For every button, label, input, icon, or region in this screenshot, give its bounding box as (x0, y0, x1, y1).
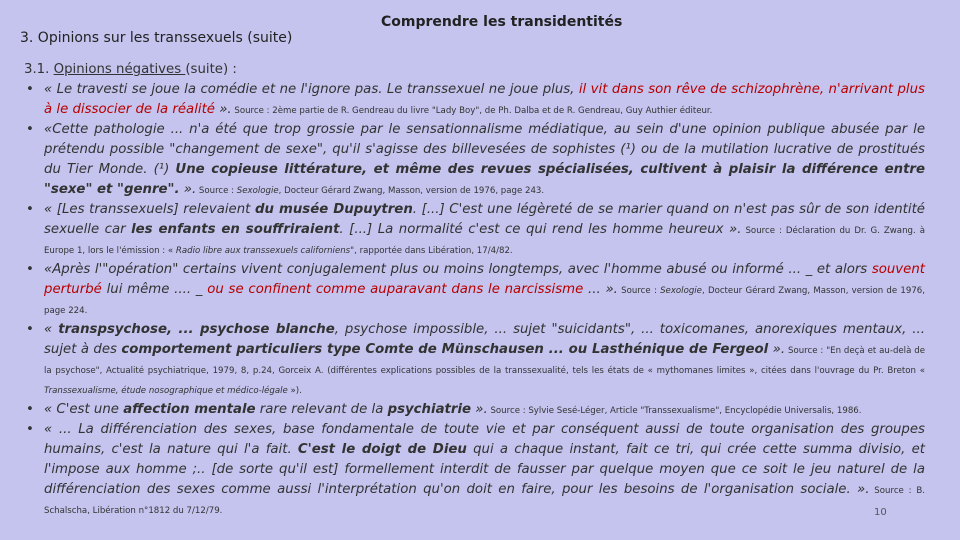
bullet-dot: • (26, 262, 34, 277)
source-text: , Docteur Gérard Zwang, Masson, version de 1976, page 243. (278, 186, 545, 196)
bullet-dot: • (26, 422, 34, 437)
quote-text: ». (471, 402, 488, 417)
quote-bold: les enfants en souffriraient (131, 222, 340, 237)
source-text: , Docteur Gérard Zwang, Masson, version de 1976, page 224. (44, 286, 925, 316)
quote-text: lui même .... _ (101, 282, 208, 297)
source-text: ", rapportée dans Libération, 17/4/82. (350, 246, 513, 256)
source-text: Source : Déclaration du Dr. G. Zwang. à Europe 1, lors le l'émission : « (44, 226, 925, 256)
list-item (24, 420, 925, 520)
quote-text: ». (214, 102, 232, 117)
source-text: »). (287, 386, 302, 396)
quote-text: ». (179, 182, 197, 197)
quote-bold: psychiatrie (387, 402, 472, 417)
list-item (24, 200, 925, 260)
list-item (24, 400, 925, 420)
quote-text: «Après l'"opération" certains vivent conjugalement plus ou moins longtemps, avec l'homme abusé ou informé ... _ et alors (44, 262, 872, 277)
bullet-dot: • (26, 82, 34, 97)
quote-text: . [...] La normalité c'est ce qui rend les homme heureux ». (339, 222, 742, 237)
source-title: Radio libre aux transsexuels californiens (175, 246, 351, 256)
subsection-label: Opinions négatives (53, 62, 186, 77)
bullet-dot: • (26, 322, 34, 337)
subsection-number: 3.1. (24, 62, 50, 77)
bullet-dot: • (26, 122, 34, 137)
quote-bold: affection mentale (123, 402, 256, 417)
quote-text: « C'est une (44, 402, 124, 417)
quotes-list (24, 80, 925, 520)
subsection-title (24, 60, 925, 80)
quote-bold: C'est le doigt de Dieu (297, 442, 467, 457)
quote-text: ». (768, 342, 786, 357)
source-text: Source : (196, 186, 237, 196)
list-item (24, 320, 925, 400)
quote-source: Source : 2ème partie de R. Gendreau du livre "Lady Boy", de Ph. Dalba et de R. Gendreau, Guy Authier éditeur. (231, 106, 713, 116)
quote-bold: Une copieuse littérature, et même des revues spécialisées, cultivent à plaisir la différence entre "sexe" et "genre". (44, 162, 925, 197)
quote-text: , psychose impossible, ... sujet "suicidants", ... toxicomanes, anorexiques mentaux, ... sujet à des (44, 322, 925, 357)
quote-source: Source : B. Schalscha, Libération n°1812 du 7/12/79. (44, 486, 926, 516)
quote-highlight: souvent perturbé (44, 262, 925, 297)
quote-text: «Cette pathologie ... n'a été que trop grossie par le sensationnalisme médiatique, au sein d'une opinion publique abusée par le prétendu possible "changement de sexe", qu'il s'agisse des billevesées de sophistes (¹) ou de la mutilation lucrative de prostitués du Tier Monde. (¹) (44, 122, 925, 177)
bullet-dot: • (26, 202, 34, 217)
quote-bold: comportement particuliers type Comte de Münschausen ... ou Lasthénique de Fergeol (121, 342, 769, 357)
source-title: Transsexualisme, étude nosographique et médico-légale (44, 386, 288, 396)
list-item (24, 120, 925, 200)
page-number: 10 (874, 507, 887, 518)
quote-highlight: il vit dans son rêve de schizophrène, n'arrivant plus à le dissocier de la réalité (44, 82, 925, 117)
quote-text: ... ». (583, 282, 618, 297)
source-text: Source : (617, 286, 661, 296)
source-title: Sexologie (660, 286, 702, 296)
quote-text: « ... La différenciation des sexes, base fondamentale de toute vie et par conséquent aussi de toute organisation des groupes humains, c'est la nature qui l'a fait. (44, 422, 925, 457)
quote-bold: du musée Dupuytren (254, 202, 413, 217)
quote-source: Source : Sylvie Sesé-Léger, Article "Transsexualisme", Encyclopédie Universalis, 1986. (487, 406, 862, 416)
quote-text: « Le travesti se joue la comédie et ne l'ignore pas. Le transsexuel ne joue plus, (44, 82, 579, 97)
quote-highlight: ou se confinent comme auparavant dans le narcissisme (207, 282, 584, 297)
list-item (24, 260, 925, 320)
quote-text: « [Les transsexuels] relevaient (44, 202, 255, 217)
quote-source (196, 186, 544, 196)
slide-title: Comprendre les transidentités (381, 14, 623, 30)
quote-text: « (44, 322, 59, 337)
source-title: Sexologie (236, 186, 279, 196)
list-item (24, 80, 925, 120)
subsection-suffix: (suite) : (185, 62, 237, 77)
quote-text: qui a chaque instant, fait ce tri, qui crée cette summa divisio, et l'impose aux homme ;.. [de sorte qu'il est] formellement interdit de fausser par quelque moyen que ce soit le jeu naturel de la différenciation des sexes comme aussi l'interprétation qu'on doit en faire, pour les besoins de l'organisation sociale. ». (44, 442, 925, 497)
bullet-dot: • (26, 402, 34, 417)
quote-text: rare relevant de la (255, 402, 388, 417)
source-text: Source : "En deçà et au-delà de la psychose", Actualité psychiatrique, 1979, 8, p.24, Gorceix A. (différentes explications possibles de la transsexualité, tels les états de « mythomanes limites », citées dans l'ouvrage du Pr. Breton « (44, 346, 925, 376)
slide-content (24, 60, 925, 520)
quote-text: . [...] C'est une légèreté de se marier quand on n'est pas sûr de son identité sexuelle car (44, 202, 925, 237)
quote-bold: transpsychose, ... psychose blanche (58, 322, 335, 337)
section-header: 3. Opinions sur les transsexuels (suite) (20, 30, 293, 46)
